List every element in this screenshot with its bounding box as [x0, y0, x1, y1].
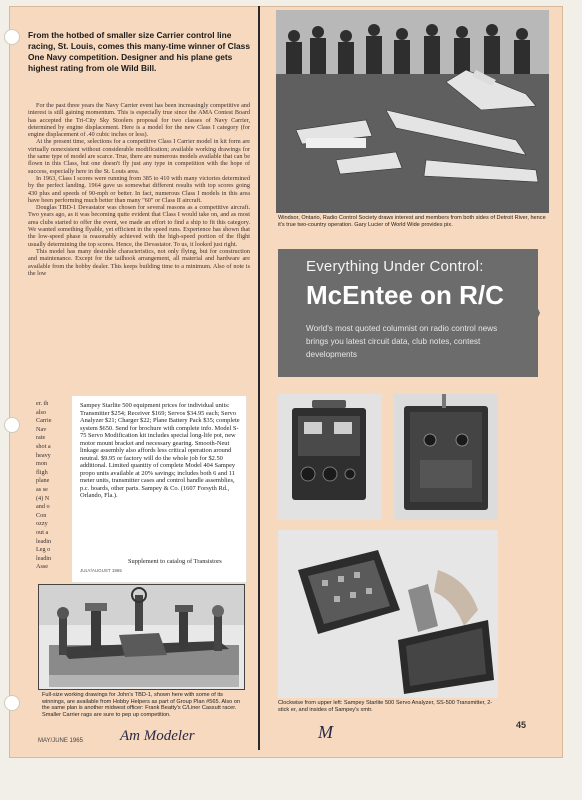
servo-analyzer-photo — [278, 394, 382, 520]
covered-line-fragment: rate — [36, 434, 46, 442]
electronics-image — [278, 530, 498, 698]
body-paragraph: This model has many desirable characteristics, not only flying, but for construction and maintenance. Except for the tailhook arrangement, all material and hardware are available from the hobby dealer. This keeps building time to a minimum. Also of note is the low — [28, 247, 250, 277]
column-divider — [258, 6, 260, 750]
body-paragraph: Douglas TBD-1 Devastator was chosen for several reasons as a competitive aircraft. Two years ago, as it was becoming quite evident that Class I would take on, and as most area clubs started to offer the event, we made an effort to find a ship to fit this category. We wanted something flyable, yet efficient in the speed runs. Experience has shown that the low-speed phase is reasonably achieved with the high-speed portion of the flight usually determining the top scores. Hence, the Devastator. To us, it looked just right. — [28, 204, 250, 248]
covered-line-fragment: heavy — [36, 451, 51, 459]
covered-line-fragment: Con — [36, 511, 47, 519]
covered-line-fragment: also — [36, 408, 46, 416]
covered-line-fragment: and o — [36, 503, 50, 511]
covered-line-fragment: out a — [36, 529, 49, 536]
article-body — [28, 102, 250, 277]
clipping-date: JULY/AUGUST 1965 — [80, 568, 122, 573]
covered-line-fragment: as se — [36, 486, 48, 493]
covered-line-fragment: plane — [36, 477, 50, 485]
clipping-text: Sampey Starlite 500 equipment prices for individual units: Transmitter $254; Receiver $169; Servos $34.95 each; Servo Analyzer $21; Charger $22; Plane Battery Pack $35; complete system $650. Send for brochure with complete info. Model S-75 Servo Modification kit includes special long-life pot, new motor mount bracket and necessary gearing. Smooth-Neut linkage assembly also affords less critical operation around neutral. $9.95 or factory will do the whole job for $2.50 additional. Limited quantity of complete Model 404 Sampey propo units available at 20% savings; includes both 6 and 11 meter units, transmitter cases and control handle assemblies, p.c. boards, other parts. Sampey & Co. (1607 Forsyth Rd., Orlando, Fla.). — [80, 402, 240, 499]
body-paragraph: In 1963, Class I scores were running from 385 to 410 with many victories determined by the perfect landing. 1964 gave us somewhat different results with top scores going 430 plus and speeds of 90-mph or better. In fact, numerous Class I models in this area have been performing much better than many "60" or Class II aircraft. — [28, 174, 250, 204]
covered-line-fragment: leadin — [36, 554, 52, 562]
body-paragraph: At the present time, selections for a competitive Class I Carrier model in kit form are virtually nonexistent without considerable modification; available working drawings for the same type of model are scarce. True, there are numerous models available that can be flown in this Class, but one doesn't fly just any type in competition with the hope of success, especially here in the St. Louis area. — [28, 138, 250, 175]
article-intro: From the hotbed of smaller size Carrier control line racing, St. Louis, comes this many-time winner of Class One Navy competition. Designer and his plane gets highest rating from ole Wild Bill. — [28, 30, 250, 73]
electronics-photo — [278, 530, 498, 698]
covered-line-fragment: fligh — [36, 468, 48, 476]
trophies-caption: Full-size working drawings for John's TBD-1, shown here with some of its winnings, are available from Hobby Helpers as part of Group Plan #565. Also on the same plan is another midwest officer: Frank Beatty's C/Liner Cassutt racer. Smaller Carrier rags are sure to pep up competition. — [42, 692, 241, 718]
banner-title: McEntee on R/C — [306, 280, 504, 310]
transmitter-image — [394, 394, 498, 520]
page-number: 45 — [516, 720, 527, 730]
covered-line-fragment: mon — [36, 460, 48, 468]
issue-date: MAY/JUNE 1965 — [38, 738, 83, 744]
servo-analyzer-image — [278, 394, 382, 520]
body-paragraph: For the past three years the Navy Carrier event has been increasingly competitive and interest is still gaining momentum. This is especially true since the AMA Contest Board has accepted the Tri-City Sky Stoolers proposal for two classes of Navy Carrier, determined by engine displacement. Here is a model for the new Class I category (for engine displacement of .40 cubic inches or less). — [28, 102, 250, 139]
pasted-clipping — [72, 396, 246, 582]
binder-hole — [4, 417, 20, 433]
covered-line-fragment: Nav — [36, 425, 47, 433]
club-photo-caption: Windsor, Ontario, Radio Control Society draws interest and members from both sides of Detroit River, hence it's true two-country operation. Gary Lucier of World Wide provides pix. — [278, 215, 546, 228]
binder-hole — [4, 29, 20, 45]
handwritten-note: Am Modeler — [120, 728, 195, 744]
binder-hole — [4, 695, 20, 711]
covered-line-fragment: (4) N — [36, 494, 50, 502]
clipping-supplement: Supplement to catalog of Transistors — [128, 558, 222, 565]
covered-line-fragment: shot a — [36, 443, 51, 450]
banner-kicker: Everything Under Control: — [306, 258, 484, 275]
trophies-photo-image — [39, 585, 244, 689]
club-group-photo — [276, 10, 549, 213]
covered-line-fragment: Leg o — [36, 546, 51, 554]
covered-line-fragment: er. th — [36, 400, 49, 407]
club-group-photo-image — [276, 10, 549, 213]
trophies-photo — [38, 584, 245, 690]
transmitter-photo — [394, 394, 498, 520]
equipment-caption: Clockwise from upper left: Sampey Starlite 500 Servo Analyzer, SS-500 Transmitter, 2-stick er, and insides of Sampey's xmtr. — [278, 700, 493, 713]
handwritten-mark: M — [318, 722, 333, 742]
covered-line-fragment: ozzy — [36, 520, 48, 528]
banner-subtitle: World's most quoted columnist on radio control news brings you latest circuit data, club notes, contest developments — [306, 324, 498, 359]
covered-line-fragment: Asse — [36, 563, 49, 571]
covered-line-fragment: Carrie — [36, 417, 52, 425]
covered-line-fragment: leadin — [36, 537, 52, 545]
